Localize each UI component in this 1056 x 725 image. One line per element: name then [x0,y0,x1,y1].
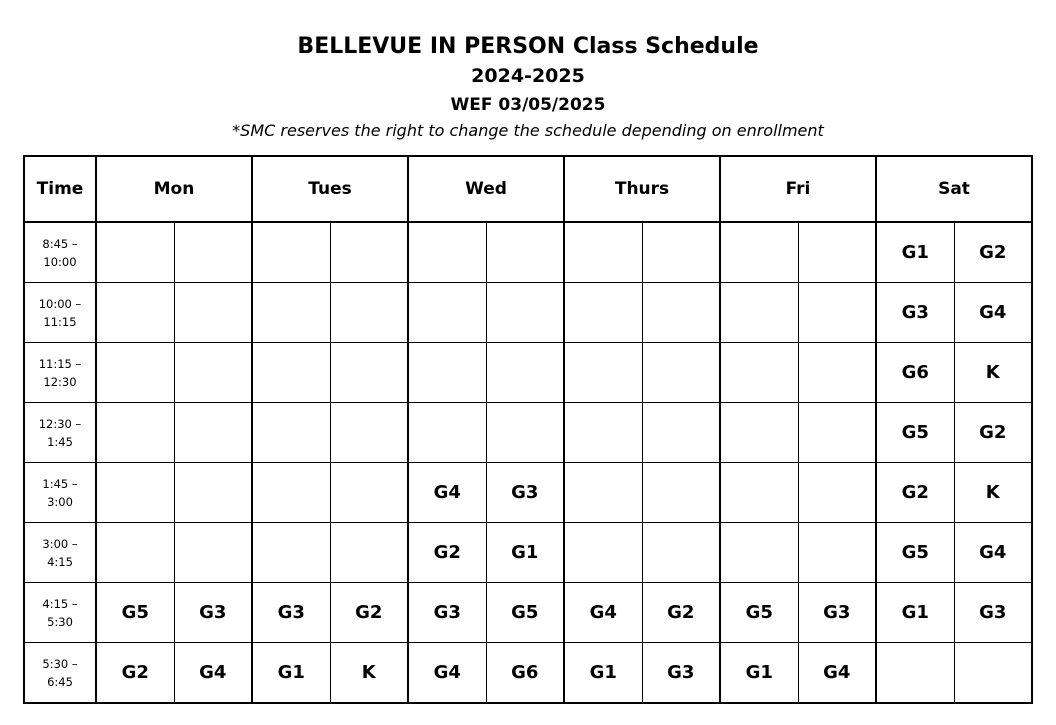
class-cell: G1 [486,523,564,583]
class-cell: G2 [642,583,720,643]
day-header-tues: Tues [252,156,408,222]
class-cell [720,222,798,283]
time-slot-line: 5:30 – [42,656,78,671]
class-cell [564,463,642,523]
time-slot-line: 12:30 – [38,416,82,431]
class-cell [174,403,252,463]
time-slot-cell [24,643,96,704]
class-cell [876,643,954,704]
class-cell [720,463,798,523]
table-row [24,222,1032,283]
class-cell: G3 [798,583,876,643]
class-cell: G3 [252,583,330,643]
class-cell [564,343,642,403]
class-cell [330,403,408,463]
table-row [24,343,1032,403]
class-cell [798,343,876,403]
class-cell [174,222,252,283]
class-cell: G1 [252,643,330,704]
time-slot-line: 1:45 – [42,476,78,491]
class-cell: G2 [954,403,1032,463]
class-cell [330,523,408,583]
class-cell [174,463,252,523]
class-cell: G5 [96,583,174,643]
class-cell [330,343,408,403]
table-row [24,463,1032,523]
time-slot-cell [24,222,96,283]
class-cell [96,403,174,463]
time-slot-line: 8:45 – [42,236,78,251]
time-slot-cell [24,343,96,403]
class-cell: G2 [876,463,954,523]
schedule-title: BELLEVUE IN PERSON Class Schedule [297,34,759,59]
time-slot-line: 10:00 [43,254,77,269]
class-cell: K [954,343,1032,403]
class-cell: G6 [486,643,564,704]
class-cell [252,523,330,583]
class-cell [564,222,642,283]
class-cell [174,343,252,403]
table-row [24,403,1032,463]
class-cell: G5 [720,583,798,643]
class-cell [642,283,720,343]
class-cell [564,403,642,463]
class-cell: G4 [954,283,1032,343]
time-slot-cell [24,583,96,643]
time-slot-line: 3:00 – [42,536,78,551]
time-slot-line: 10:00 – [38,296,82,311]
school-year: 2024-2025 [471,65,585,87]
class-cell: G4 [564,583,642,643]
header-row [24,156,1032,222]
time-slot-line: 11:15 [43,314,77,329]
time-slot-line: 3:00 [47,494,73,509]
class-cell: G3 [174,583,252,643]
class-cell [330,463,408,523]
class-cell [798,463,876,523]
class-cell [486,222,564,283]
class-cell [96,523,174,583]
class-cell: G6 [876,343,954,403]
class-cell [96,283,174,343]
class-cell: G5 [876,403,954,463]
class-cell [642,403,720,463]
day-header-sat: Sat [876,156,1032,222]
time-slot-cell [24,463,96,523]
class-cell: G1 [564,643,642,704]
class-cell: G2 [96,643,174,704]
class-cell [252,403,330,463]
class-cell: G5 [486,583,564,643]
time-slot-cell [24,283,96,343]
time-header: Time [24,156,96,222]
class-cell [486,283,564,343]
class-cell [252,343,330,403]
time-slot-line: 1:45 [47,434,73,449]
table-row [24,283,1032,343]
time-slot-cell [24,523,96,583]
class-cell: G3 [876,283,954,343]
class-cell [96,343,174,403]
class-cell [798,283,876,343]
class-cell: G2 [408,523,486,583]
class-cell: G1 [876,222,954,283]
day-header-thurs: Thurs [564,156,720,222]
time-slot-line: 5:30 [47,614,73,629]
time-slot-line: 6:45 [47,674,73,689]
class-cell [642,343,720,403]
class-cell [252,222,330,283]
class-cell: G4 [408,643,486,704]
day-header-mon: Mon [96,156,252,222]
time-slot-cell [24,403,96,463]
class-cell: G3 [954,583,1032,643]
class-cell: G4 [954,523,1032,583]
table-row [24,643,1032,704]
class-cell [408,343,486,403]
class-cell [486,403,564,463]
time-slot-line: 12:30 [43,374,77,389]
class-cell [330,222,408,283]
schedule-body [24,222,1032,703]
class-cell [252,283,330,343]
class-cell [798,222,876,283]
class-cell: G1 [876,583,954,643]
class-cell [96,463,174,523]
class-cell: G2 [954,222,1032,283]
class-cell: G3 [408,583,486,643]
table-row [24,583,1032,643]
class-cell [564,283,642,343]
class-cell [330,283,408,343]
class-cell: K [954,463,1032,523]
class-cell [96,222,174,283]
class-cell: G4 [174,643,252,704]
class-cell [720,523,798,583]
class-cell [720,343,798,403]
class-cell: G3 [486,463,564,523]
class-cell [642,222,720,283]
class-cell: G4 [408,463,486,523]
class-cell [408,403,486,463]
day-header-fri: Fri [720,156,876,222]
class-cell [408,222,486,283]
schedule-note: *SMC reserves the right to change the schedule depending on enrollment [232,121,824,140]
class-cell [798,523,876,583]
class-cell [408,283,486,343]
class-cell: G5 [876,523,954,583]
effective-date: WEF 03/05/2025 [450,95,606,115]
class-cell [720,283,798,343]
day-header-wed: Wed [408,156,564,222]
class-cell [720,403,798,463]
table-row [24,523,1032,583]
schedule-table [23,155,1033,704]
class-cell [954,643,1032,704]
class-cell: K [330,643,408,704]
class-cell [642,523,720,583]
class-cell [252,463,330,523]
class-cell [642,463,720,523]
class-cell: G2 [330,583,408,643]
class-cell [486,343,564,403]
class-cell: G4 [798,643,876,704]
time-slot-line: 4:15 [47,554,73,569]
class-cell [564,523,642,583]
class-cell [798,403,876,463]
class-cell: G3 [642,643,720,704]
class-cell [174,523,252,583]
time-slot-line: 11:15 – [38,356,82,371]
class-cell [174,283,252,343]
time-slot-line: 4:15 – [42,596,78,611]
class-cell: G1 [720,643,798,704]
